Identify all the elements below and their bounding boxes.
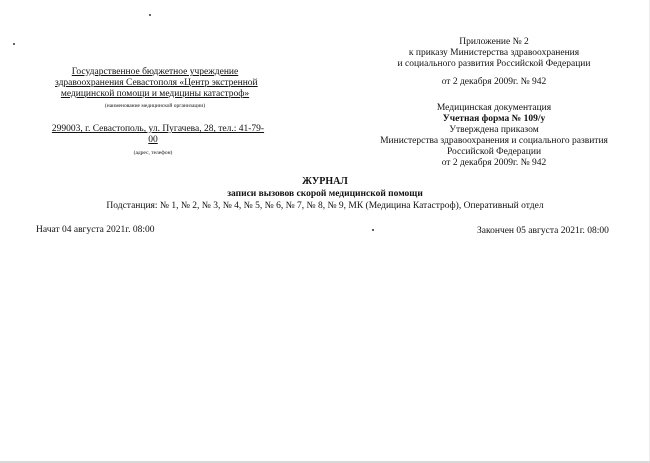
- scan-speck: [13, 43, 15, 45]
- form-approved: Утверждена приказом: [449, 125, 539, 135]
- form-date: от 2 декабря 2009г. № 942: [441, 158, 547, 168]
- appendix-order: к приказу Министерства здравоохранения: [408, 48, 580, 58]
- journal-title: ЖУРНАЛ: [302, 176, 348, 187]
- form-ministry: Министерства здравоохранения и социального развития: [380, 136, 608, 146]
- form-number: Учетная форма № 109/у: [442, 114, 546, 124]
- form-doc-type: Медицинская документация: [436, 103, 552, 113]
- organization-address-line: 299003, г. Севастополь, ул. Пугачева, 28, тел.: 41-79-: [51, 124, 265, 134]
- organization-name-line: Государственное бюджетное учреждение: [71, 67, 239, 77]
- scan-speck: [372, 229, 374, 231]
- organization-name-caption: (наименование медицинской организации): [104, 103, 206, 109]
- organization-name-line: здравоохранения Севастополя «Центр экстренной: [55, 78, 258, 88]
- form-federation: Российской Федерации: [446, 147, 542, 157]
- organization-name-line: медицинской помощи и медицины катастроф»: [60, 89, 250, 99]
- appendix-title: Приложение № 2: [459, 37, 529, 47]
- journal-subtitle: записи вызовов скорой медицинской помощи: [227, 189, 423, 199]
- journal-finished: Закончен 05 августа 2021г. 08:00: [477, 226, 609, 236]
- scan-speck: [149, 14, 151, 16]
- organization-address-line: 00: [148, 135, 158, 145]
- journal-started: Начат 04 августа 2021г. 08:00: [36, 225, 155, 235]
- organization-address-caption: (адрес, телефон): [133, 150, 173, 156]
- journal-substations: Подстанция: № 1, № 2, № 3, № 4, № 5, № 6, № 7, № 8, № 9, МК (Медицина Катастроф), Оперативный отдел: [106, 201, 544, 211]
- organization-name: [55, 67, 258, 100]
- appendix-date: от 2 декабря 2009г. № 942: [441, 77, 547, 87]
- appendix-ministry: и социального развития Российской Федерации: [397, 59, 591, 69]
